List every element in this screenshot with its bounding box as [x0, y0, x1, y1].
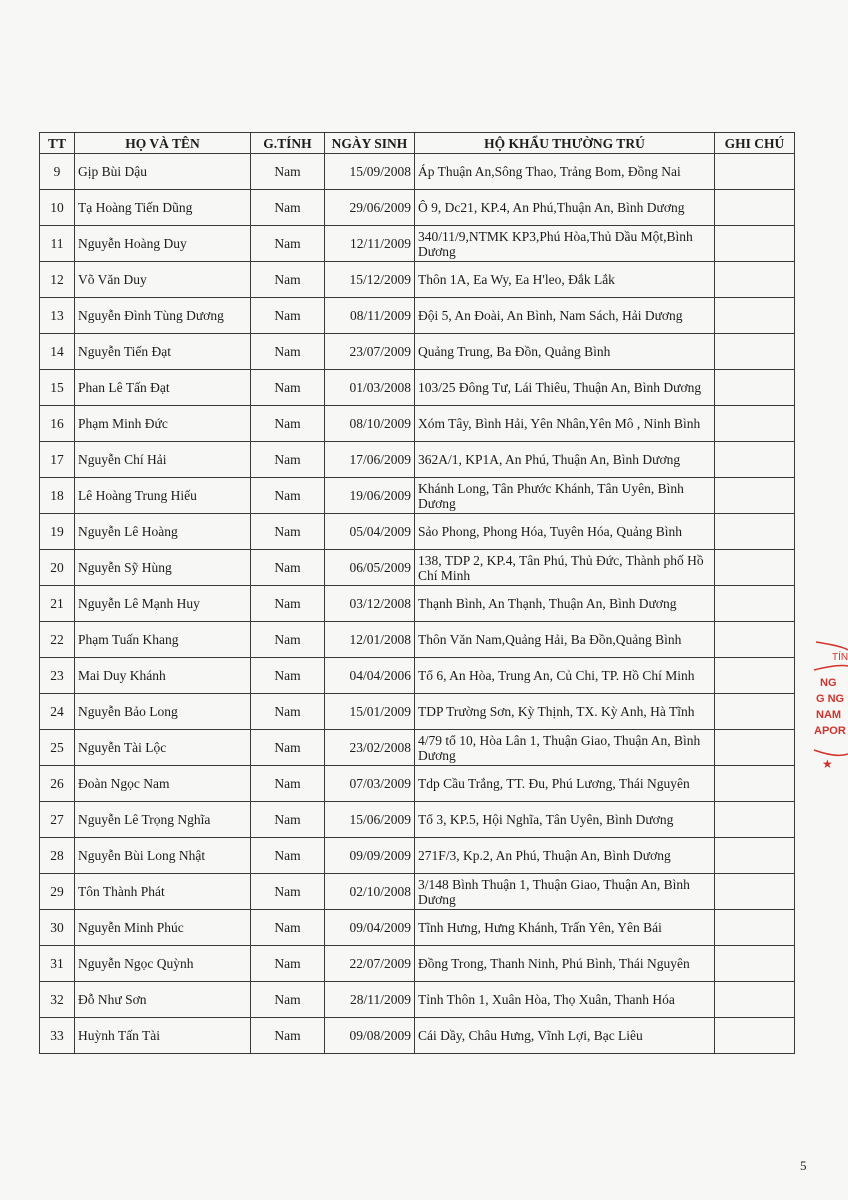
cell-gender: Nam [251, 298, 325, 334]
svg-text:NG: NG [820, 677, 837, 689]
cell-note [715, 838, 795, 874]
table-header-row [40, 133, 795, 154]
cell-name: Nguyễn Tiến Đạt [75, 334, 251, 370]
cell-address: Tdp Cầu Trắng, TT. Đu, Phú Lương, Thái Nguyên [415, 766, 715, 802]
table-row [40, 766, 795, 802]
cell-note [715, 730, 795, 766]
cell-name: Nguyễn Lê Trọng Nghĩa [75, 802, 251, 838]
cell-address: Quảng Trung, Ba Đồn, Quảng Bình [415, 334, 715, 370]
cell-tt: 27 [40, 802, 75, 838]
table-row [40, 946, 795, 982]
cell-note [715, 298, 795, 334]
cell-tt: 33 [40, 1018, 75, 1054]
cell-address: Ô 9, Dc21, KP.4, An Phú,Thuận An, Bình Dương [415, 190, 715, 226]
cell-tt: 23 [40, 658, 75, 694]
table-row [40, 586, 795, 622]
cell-name: Huỳnh Tấn Tài [75, 1018, 251, 1054]
cell-tt: 19 [40, 514, 75, 550]
cell-note [715, 406, 795, 442]
cell-gender: Nam [251, 910, 325, 946]
cell-gender: Nam [251, 838, 325, 874]
table-row [40, 298, 795, 334]
cell-note [715, 586, 795, 622]
cell-address: TDP Trường Sơn, Kỳ Thịnh, TX. Kỳ Anh, Hà Tĩnh [415, 694, 715, 730]
cell-gender: Nam [251, 1018, 325, 1054]
cell-tt: 32 [40, 982, 75, 1018]
cell-note [715, 478, 795, 514]
table-row [40, 550, 795, 586]
cell-gender: Nam [251, 550, 325, 586]
cell-address: Tổ 6, An Hòa, Trung An, Củ Chi, TP. Hồ Chí Minh [415, 658, 715, 694]
svg-text:TÍN: TÍN [832, 652, 848, 663]
cell-note [715, 442, 795, 478]
table-row [40, 838, 795, 874]
cell-address: Xóm Tây, Bình Hải, Yên Nhân,Yên Mô , Ninh Bình [415, 406, 715, 442]
cell-tt: 20 [40, 550, 75, 586]
cell-gender: Nam [251, 658, 325, 694]
cell-address: 138, TDP 2, KP.4, Tân Phú, Thủ Đức, Thành phố Hồ Chí Minh [415, 550, 715, 586]
cell-address: 4/79 tổ 10, Hòa Lân 1, Thuận Giao, Thuận An, Bình Dương [415, 730, 715, 766]
cell-dob: 22/07/2009 [325, 946, 415, 982]
cell-dob: 05/04/2009 [325, 514, 415, 550]
cell-gender: Nam [251, 442, 325, 478]
cell-gender: Nam [251, 694, 325, 730]
table-row [40, 478, 795, 514]
table-row [40, 982, 795, 1018]
cell-gender: Nam [251, 478, 325, 514]
cell-note [715, 1018, 795, 1054]
table-row [40, 622, 795, 658]
cell-note [715, 622, 795, 658]
cell-dob: 19/06/2009 [325, 478, 415, 514]
table-row [40, 514, 795, 550]
red-stamp-fragment [812, 640, 848, 790]
cell-dob: 08/11/2009 [325, 298, 415, 334]
cell-tt: 30 [40, 910, 75, 946]
cell-address: Đội 5, An Đoài, An Bình, Nam Sách, Hải Dương [415, 298, 715, 334]
cell-tt: 16 [40, 406, 75, 442]
table-row [40, 1018, 795, 1054]
cell-note [715, 658, 795, 694]
cell-tt: 29 [40, 874, 75, 910]
table-row [40, 802, 795, 838]
cell-dob: 06/05/2009 [325, 550, 415, 586]
cell-note [715, 874, 795, 910]
cell-name: Nguyễn Đình Tùng Dương [75, 298, 251, 334]
cell-tt: 22 [40, 622, 75, 658]
cell-dob: 15/06/2009 [325, 802, 415, 838]
table-row [40, 442, 795, 478]
cell-dob: 15/09/2008 [325, 154, 415, 190]
svg-text:G NG: G NG [816, 693, 845, 705]
cell-gender: Nam [251, 730, 325, 766]
cell-note [715, 910, 795, 946]
cell-dob: 08/10/2009 [325, 406, 415, 442]
cell-note [715, 154, 795, 190]
cell-gender: Nam [251, 154, 325, 190]
table-row [40, 154, 795, 190]
cell-name: Nguyễn Sỹ Hùng [75, 550, 251, 586]
cell-name: Nguyễn Lê Mạnh Huy [75, 586, 251, 622]
header-dob: NGÀY SINH [325, 133, 415, 154]
table-row [40, 406, 795, 442]
cell-note [715, 802, 795, 838]
header-tt: TT [40, 133, 75, 154]
cell-tt: 28 [40, 838, 75, 874]
header-note: GHI CHÚ [715, 133, 795, 154]
cell-note [715, 226, 795, 262]
cell-name: Tạ Hoàng Tiến Dũng [75, 190, 251, 226]
table-row [40, 370, 795, 406]
header-address: HỘ KHẨU THƯỜNG TRÚ [415, 133, 715, 154]
cell-name: Gịp Bùi Dậu [75, 154, 251, 190]
cell-dob: 12/01/2008 [325, 622, 415, 658]
cell-note [715, 514, 795, 550]
table-body [40, 154, 795, 1054]
cell-tt: 25 [40, 730, 75, 766]
cell-dob: 09/09/2009 [325, 838, 415, 874]
cell-gender: Nam [251, 370, 325, 406]
cell-tt: 24 [40, 694, 75, 730]
cell-tt: 14 [40, 334, 75, 370]
cell-name: Phạm Minh Đức [75, 406, 251, 442]
cell-name: Nguyễn Ngọc Quỳnh [75, 946, 251, 982]
cell-address: Tỉnh Thôn 1, Xuân Hòa, Thọ Xuân, Thanh Hóa [415, 982, 715, 1018]
student-roster-table [39, 132, 795, 1054]
cell-gender: Nam [251, 190, 325, 226]
cell-name: Đỗ Như Sơn [75, 982, 251, 1018]
cell-dob: 15/01/2009 [325, 694, 415, 730]
cell-name: Mai Duy Khánh [75, 658, 251, 694]
cell-name: Võ Văn Duy [75, 262, 251, 298]
cell-address: 271F/3, Kp.2, An Phú, Thuận An, Bình Dương [415, 838, 715, 874]
header-gender: G.TÍNH [251, 133, 325, 154]
cell-tt: 9 [40, 154, 75, 190]
cell-name: Phạm Tuấn Khang [75, 622, 251, 658]
cell-dob: 23/02/2008 [325, 730, 415, 766]
table-row [40, 658, 795, 694]
cell-gender: Nam [251, 874, 325, 910]
table-row [40, 262, 795, 298]
cell-gender: Nam [251, 406, 325, 442]
cell-note [715, 262, 795, 298]
cell-address: Thôn 1A, Ea Wy, Ea H'leo, Đắk Lắk [415, 262, 715, 298]
cell-dob: 02/10/2008 [325, 874, 415, 910]
cell-tt: 17 [40, 442, 75, 478]
cell-address: Cái Dầy, Châu Hưng, Vĩnh Lợi, Bạc Liêu [415, 1018, 715, 1054]
cell-tt: 18 [40, 478, 75, 514]
cell-tt: 31 [40, 946, 75, 982]
cell-name: Nguyễn Lê Hoàng [75, 514, 251, 550]
cell-name: Nguyễn Bảo Long [75, 694, 251, 730]
cell-name: Phan Lê Tấn Đạt [75, 370, 251, 406]
cell-name: Tôn Thành Phát [75, 874, 251, 910]
cell-address: Thôn Văn Nam,Quảng Hải, Ba Đồn,Quảng Bình [415, 622, 715, 658]
cell-name: Đoàn Ngọc Nam [75, 766, 251, 802]
cell-gender: Nam [251, 514, 325, 550]
cell-address: Khánh Long, Tân Phước Khánh, Tân Uyên, Bình Dương [415, 478, 715, 514]
cell-dob: 03/12/2008 [325, 586, 415, 622]
cell-dob: 09/08/2009 [325, 1018, 415, 1054]
cell-address: Tổ 3, KP.5, Hội Nghĩa, Tân Uyên, Bình Dương [415, 802, 715, 838]
cell-address: Đồng Trong, Thanh Ninh, Phú Bình, Thái Nguyên [415, 946, 715, 982]
cell-gender: Nam [251, 226, 325, 262]
cell-tt: 11 [40, 226, 75, 262]
cell-name: Lê Hoàng Trung Hiếu [75, 478, 251, 514]
cell-dob: 23/07/2009 [325, 334, 415, 370]
cell-note [715, 190, 795, 226]
cell-address: Tĩnh Hưng, Hưng Khánh, Trấn Yên, Yên Bái [415, 910, 715, 946]
table-row [40, 874, 795, 910]
cell-note [715, 694, 795, 730]
cell-tt: 21 [40, 586, 75, 622]
cell-tt: 13 [40, 298, 75, 334]
cell-address: Sảo Phong, Phong Hóa, Tuyên Hóa, Quảng Bình [415, 514, 715, 550]
cell-gender: Nam [251, 586, 325, 622]
cell-gender: Nam [251, 766, 325, 802]
table-row [40, 190, 795, 226]
cell-address: 103/25 Đông Tư, Lái Thiêu, Thuận An, Bình Dương [415, 370, 715, 406]
cell-dob: 29/06/2009 [325, 190, 415, 226]
cell-tt: 10 [40, 190, 75, 226]
cell-gender: Nam [251, 622, 325, 658]
cell-note [715, 370, 795, 406]
cell-dob: 17/06/2009 [325, 442, 415, 478]
cell-dob: 12/11/2009 [325, 226, 415, 262]
cell-note [715, 334, 795, 370]
cell-address: 362A/1, KP1A, An Phú, Thuận An, Bình Dương [415, 442, 715, 478]
cell-name: Nguyễn Chí Hải [75, 442, 251, 478]
cell-note [715, 982, 795, 1018]
cell-dob: 15/12/2009 [325, 262, 415, 298]
cell-tt: 12 [40, 262, 75, 298]
cell-dob: 07/03/2009 [325, 766, 415, 802]
svg-text:★: ★ [822, 757, 833, 771]
table-row [40, 226, 795, 262]
svg-text:APOR: APOR [814, 725, 846, 737]
table-row [40, 910, 795, 946]
cell-tt: 26 [40, 766, 75, 802]
cell-tt: 15 [40, 370, 75, 406]
header-name: HỌ VÀ TÊN [75, 133, 251, 154]
svg-text:NAM: NAM [816, 709, 842, 721]
cell-note [715, 550, 795, 586]
cell-name: Nguyễn Bùi Long Nhật [75, 838, 251, 874]
cell-gender: Nam [251, 262, 325, 298]
cell-name: Nguyễn Hoàng Duy [75, 226, 251, 262]
cell-name: Nguyễn Minh Phúc [75, 910, 251, 946]
cell-address: Thạnh Bình, An Thạnh, Thuận An, Bình Dương [415, 586, 715, 622]
table-row [40, 730, 795, 766]
table-row [40, 694, 795, 730]
page-number: 5 [800, 1158, 807, 1173]
cell-gender: Nam [251, 334, 325, 370]
cell-address: 3/148 Bình Thuận 1, Thuận Giao, Thuận An, Bình Dương [415, 874, 715, 910]
table-row [40, 334, 795, 370]
cell-dob: 28/11/2009 [325, 982, 415, 1018]
cell-name: Nguyễn Tài Lộc [75, 730, 251, 766]
cell-gender: Nam [251, 982, 325, 1018]
cell-note [715, 946, 795, 982]
cell-dob: 01/03/2008 [325, 370, 415, 406]
cell-gender: Nam [251, 802, 325, 838]
cell-address: 340/11/9,NTMK KP3,Phú Hòa,Thủ Dầu Một,Bình Dương [415, 226, 715, 262]
cell-dob: 09/04/2009 [325, 910, 415, 946]
cell-dob: 04/04/2006 [325, 658, 415, 694]
cell-address: Áp Thuận An,Sông Thao, Trảng Bom, Đồng Nai [415, 154, 715, 190]
cell-note [715, 766, 795, 802]
cell-gender: Nam [251, 946, 325, 982]
